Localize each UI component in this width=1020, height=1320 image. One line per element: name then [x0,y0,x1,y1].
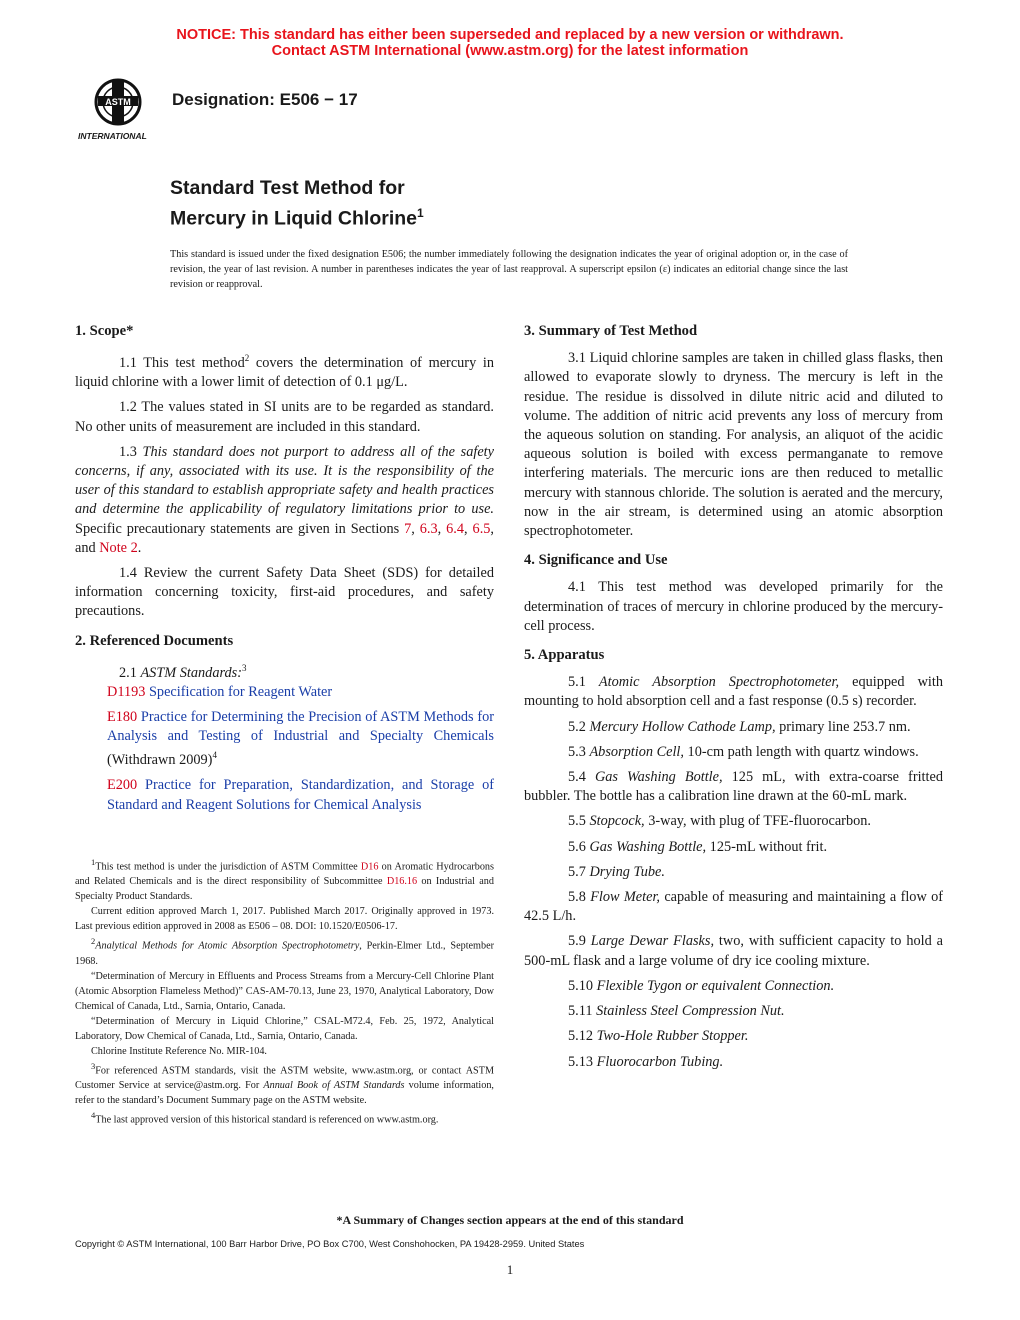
title-line-2: Mercury in Liquid Chlorine$^1$ [170,206,424,230]
footnote-3: $^3$For referenced ASTM standards, visit the ASTM website, www.astm.org, or contact ASTM Customer Service at service@astm.org. For Annual Book of ASTM Standards volume information, refer to the standard’s Document Summary page on the ASTM website. [75,1060,494,1107]
reference-e200[interactable]: E200 Practice for Preparation, Standardization, and Storage of Standard and Reagent Solutions for Chemical Analysis [107,777,494,813]
reference-e180[interactable]: E180 Practice for Determining the Precision of ASTM Methods for Analysis and Testing of Industrial and Specialty Chemicals (Withdrawn 2009)$^4$ [107,708,494,769]
footnote-1: $^1$This test method is under the jurisdiction of ASTM Committee D16 on Aromatic Hydrocarbons and Related Chemicals and is the direct responsibility of Subcommittee D16.16 on Industrial and Specialty Product Standards. [75,857,494,903]
right-column [524,322,943,1078]
link-section-6-5[interactable]: 6.5 [472,520,491,537]
footnote-ref-3[interactable]: 3 [242,662,247,673]
apparatus-item: 5.6 Gas Washing Bottle, 125-mL without frit. [568,838,828,855]
logo-label: INTERNATIONAL [78,131,147,141]
section-5-heading: 5. Apparatus [524,647,605,664]
footnote-ref-2[interactable]: 2 [244,353,250,364]
section-2-heading: 2. Referenced Documents [75,632,234,649]
intro-paragraph: This standard is issued under the fixed designation E506; the number immediately following the designation indicates the year of original adoption or, in the case of revision, the year of last revision. A number in parentheses indicates the year of last reapproval. A superscript epsilon (ε) indicates an editorial change since the last revision or reapproval. [170,249,848,290]
notice-line-1: NOTICE: This standard has either been superseded and replaced by a new version or withdrawn. [176,27,844,43]
apparatus-item: 5.2 Mercury Hollow Cathode Lamp, primary line 253.7 nm. [568,718,911,735]
reference-d1193[interactable]: D1193 Specification for Reagent Water [107,683,333,700]
link-section-7[interactable]: 7 [404,520,412,537]
apparatus-item: 5.7 Drying Tube. [568,863,665,880]
apparatus-item: 5.5 Stopcock, 3-way, with plug of TFE-fluorocarbon. [568,813,871,830]
section-3-heading: 3. Summary of Test Method [524,323,698,339]
para-1-2: 1.2 The values stated in SI units are to be regarded as standard. No other units of measurement are included in this standard. [75,399,494,435]
title-footnote-ref[interactable]: 1 [417,206,424,220]
apparatus-item: 5.8 Flow Meter, capable of measuring and maintaining a flow of 42.5 L/h. [524,889,943,925]
designation: Designation: E506 − 17 [172,90,358,109]
para-2-1: 2.1 ASTM Standards:$^3$ [119,662,247,681]
document-title [170,176,424,232]
page-number: 1 [506,1262,514,1277]
link-section-6-4[interactable]: 6.4 [446,520,465,537]
footnote-2: $^2$Analytical Methods for Atomic Absorption Spectrophotometry, Perkin-Elmer Ltd., September 1968. [75,936,494,967]
left-column [75,322,494,821]
title-line-1: Standard Test Method for [170,177,405,199]
footnote-2b: “Determination of Mercury in Effluents and Process Streams from a Mercury-Cell Chlorine Plant (Atomic Absorption Flameless Method)” CAS-AM-70.13, June 23, 1970, Analytical Laboratory, Dow Chemical of Canada, Ltd., Sarnia, Ontario, Canada. [75,970,494,1012]
para-1-4: 1.4 Review the current Safety Data Sheet (SDS) for detailed information concerning toxicity, first-aid procedures, and safety precautions. [75,565,494,620]
svg-text:ASTM: ASTM [105,97,131,107]
footnote-2d: Chlorine Institute Reference No. MIR-104. [91,1045,267,1057]
apparatus-item: 5.4 Gas Washing Bottle, 125 mL, with extra-coarse fritted bubbler. The bottle has a calibration line drawn at the 60-mL mark. [524,769,943,805]
para-4-1: 4.1 This test method was developed primarily for the determination of traces of mercury in chlorine produced by the mercury-cell process. [524,579,943,634]
footnote-4: $^4$The last approved version of this historical standard is referenced on www.astm.org. [91,1110,439,1126]
para-1-1: 1.1 This test method$^2$ covers the determination of mercury in liquid chlorine with a lower limit of detection of 0.1 μg/L. [75,353,494,391]
link-section-6-3[interactable]: 6.3 [419,520,438,537]
footnote-2c: “Determination of Mercury in Liquid Chlorine,” CSAL-M72.4, Feb. 25, 1972, Analytical Laboratory, Dow Chemical of Canada, Ltd., Sarnia, Ontario, Canada. [75,1015,494,1042]
link-d16[interactable]: D16 [360,861,379,873]
apparatus-item: 5.12 Two-Hole Rubber Stopper. [568,1028,749,1045]
apparatus-item: 5.9 Large Dewar Flasks, two, with sufficient capacity to hold a 500-mL flask and a large volume of dry ice cooling mixture. [524,933,943,969]
footnotes [75,855,494,1128]
para-1-3: 1.3 This standard does not purport to address all of the safety concerns, if any, associated with its use. It is the responsibility of the user of this standard to establish appropriate safety and health practices and determine the applicability of regulatory limitations prior to use. Specific precautionary statements are given in Sections 7, 6.3, 6.4, 6.5, and Note 2. [75,443,494,556]
apparatus-item: 5.1 Atomic Absorption Spectrophotometer, equipped with mounting to hold absorption cell and a fast response (0.5 s) recorder. [524,674,943,710]
section-4-heading: 4. Significance and Use [524,552,668,569]
apparatus-item: 5.13 Fluorocarbon Tubing. [568,1053,724,1070]
para-3-1: 3.1 Liquid chlorine samples are taken in chilled glass flasks, then allowed to evaporate slowly to dryness. The mercury is left in the residue. The residue is dissolved in dilute nitric acid and diluted to volume. The addition of nitric acid prevents any loss of mercury from the aqueous solution on standing. For analysis, an aliquot of the acidic aqueous solution is boiled with excess permanganate to remove interfering materials. The mercuric ions are then reduced to metallic mercury with stannous chloride. The solution is aerated and the mercury, now in the air stream, is determined using an atomic absorption spectrophotometer. [524,350,943,540]
apparatus-item: 5.3 Absorption Cell, 10-cm path length with quartz windows. [568,743,919,760]
apparatus-item: 5.10 Flexible Tygon or equivalent Connection. [568,977,835,994]
footnote-1-edition: Current edition approved March 1, 2017. Published March 2017. Originally approved in 1973. Last previous edition approved in 2008 as E506 – 08. DOI: 10.1520/E0506-17. [75,906,494,933]
section-1-heading: 1. Scope* [75,323,134,339]
apparatus-item: 5.11 Stainless Steel Compression Nut. [568,1003,785,1020]
notice-line-2: Contact ASTM International (www.astm.org) for the latest information [271,43,749,59]
astm-logo [76,74,160,144]
link-note-2[interactable]: Note 2 [99,539,138,556]
summary-of-changes-note: *A Summary of Changes section appears at the end of this standard [336,1213,684,1227]
copyright-line: Copyright © ASTM International, 100 Barr Harbor Drive, PO Box C700, West Conshohocken, PA 19428-2959. United States [75,1239,585,1249]
notice-banner [0,27,1020,59]
link-d16-16[interactable]: D16.16 [386,876,418,888]
